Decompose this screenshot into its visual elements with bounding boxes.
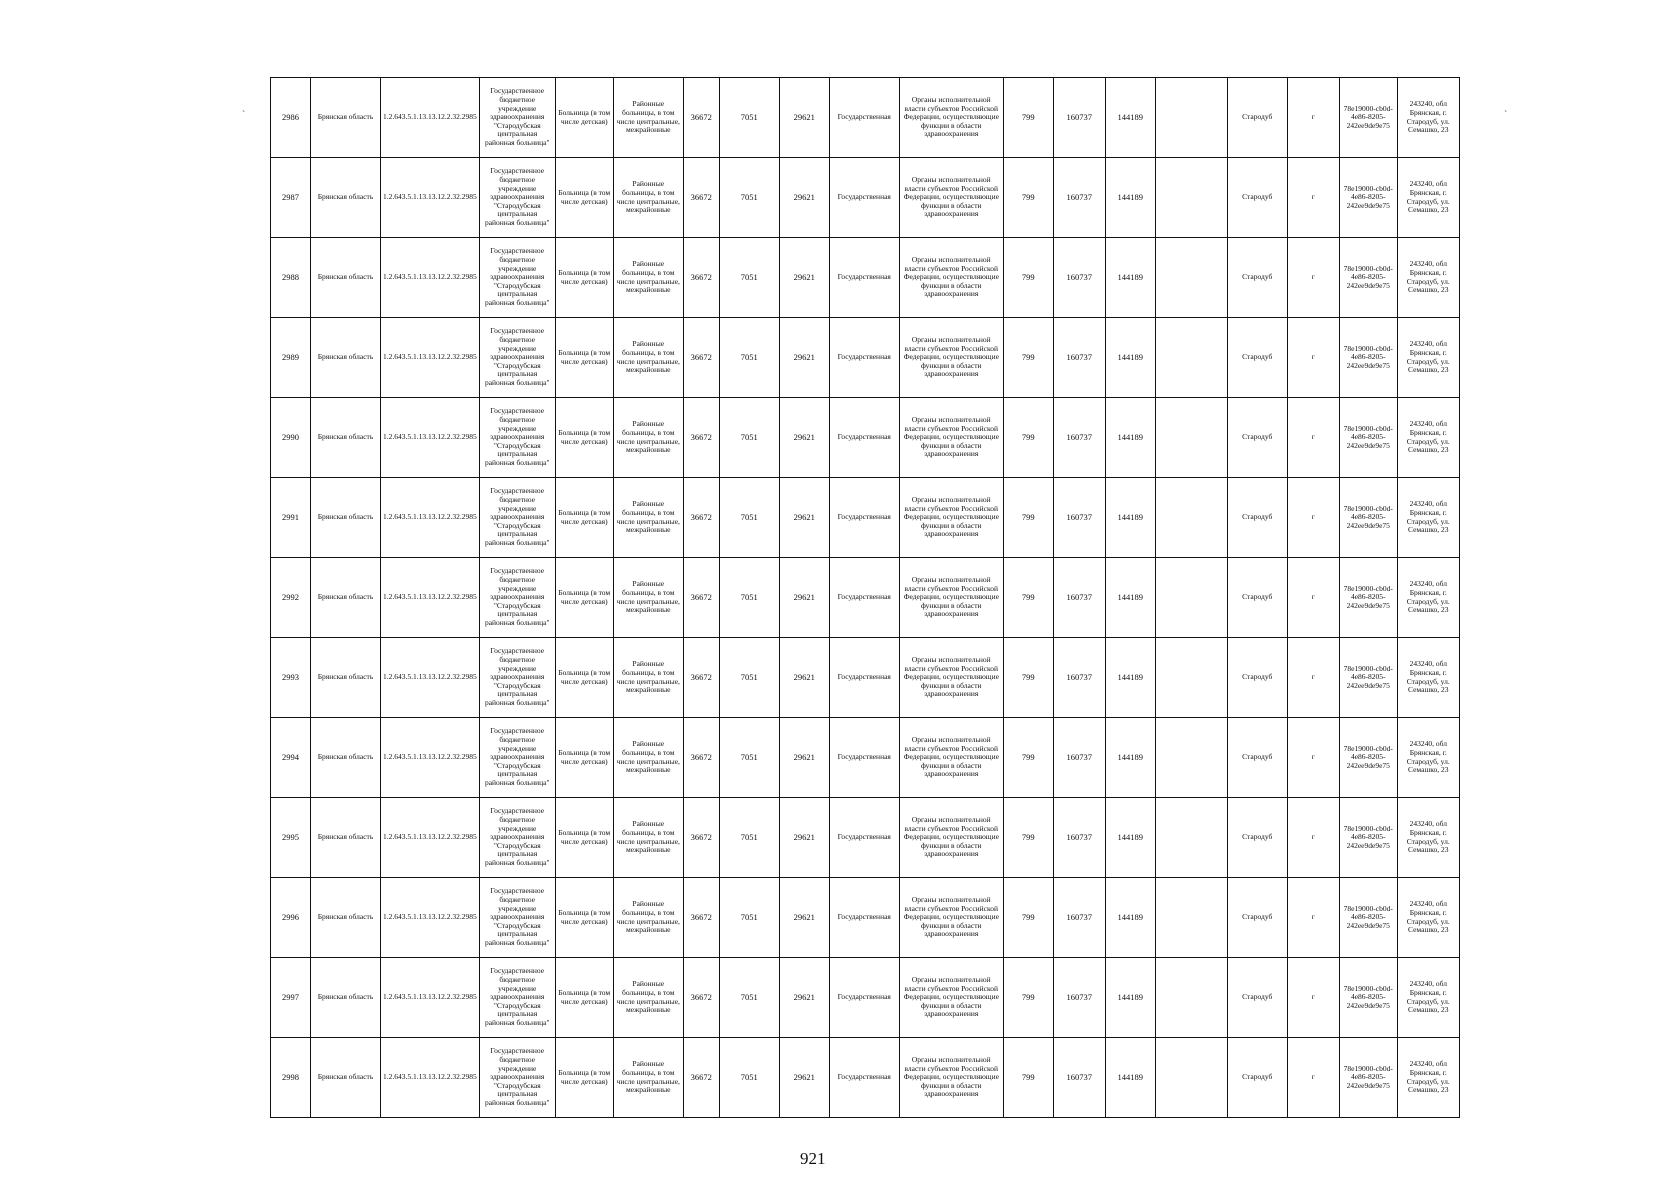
code-5-cell: 160737 bbox=[1053, 878, 1105, 958]
guid-cell: 78e19000-cb0d-4e86-8205-242ee9de9e75 bbox=[1339, 398, 1397, 478]
city-cell: Стародуб bbox=[1227, 878, 1287, 958]
code-2-cell: 7051 bbox=[719, 638, 779, 718]
code-5-cell: 160737 bbox=[1053, 478, 1105, 558]
empty-cell bbox=[1155, 1038, 1227, 1118]
table-row bbox=[271, 638, 1460, 718]
organization-name-cell: Государственное бюджетное учреждение здравоохранения "Стародубская центральная районная больница" bbox=[479, 478, 555, 558]
row-id-cell: 2991 bbox=[271, 478, 311, 558]
organization-name-cell: Государственное бюджетное учреждение здравоохранения "Стародубская центральная районная больница" bbox=[479, 638, 555, 718]
code-5-cell: 160737 bbox=[1053, 398, 1105, 478]
code-4-cell: 799 bbox=[1003, 78, 1053, 158]
code-3-cell: 29621 bbox=[779, 398, 829, 478]
organization-name-cell: Государственное бюджетное учреждение здравоохранения "Стародубская центральная районная больница" bbox=[479, 878, 555, 958]
code-3-cell: 29621 bbox=[779, 318, 829, 398]
code-4-cell: 799 bbox=[1003, 398, 1053, 478]
code-5-cell: 160737 bbox=[1053, 1038, 1105, 1118]
code-6-cell: 144189 bbox=[1105, 158, 1155, 238]
guid-cell: 78e19000-cb0d-4e86-8205-242ee9de9e75 bbox=[1339, 958, 1397, 1038]
city-type-cell: г bbox=[1287, 718, 1339, 798]
facility-type-cell: Больница (в том числе детская) bbox=[555, 478, 613, 558]
organization-name-cell: Государственное бюджетное учреждение здравоохранения "Стародубская центральная районная больница" bbox=[479, 78, 555, 158]
city-type-cell: г bbox=[1287, 878, 1339, 958]
oid-code-cell: 1.2.643.5.1.13.13.12.2.32.2985 bbox=[381, 398, 480, 478]
city-type-cell: г bbox=[1287, 398, 1339, 478]
facility-type-cell: Больница (в том числе детская) bbox=[555, 798, 613, 878]
facility-type-cell: Больница (в том числе детская) bbox=[555, 958, 613, 1038]
organization-name-cell: Государственное бюджетное учреждение здравоохранения "Стародубская центральная районная больница" bbox=[479, 398, 555, 478]
code-3-cell: 29621 bbox=[779, 558, 829, 638]
code-4-cell: 799 bbox=[1003, 558, 1053, 638]
empty-cell bbox=[1155, 878, 1227, 958]
code-1-cell: 36672 bbox=[683, 238, 719, 318]
code-6-cell: 144189 bbox=[1105, 238, 1155, 318]
region-cell: Брянская область bbox=[311, 878, 381, 958]
address-cell: 243240, обл Брянская, г. Стародуб, ул. Семашко, 23 bbox=[1397, 1038, 1459, 1118]
table-row bbox=[271, 478, 1460, 558]
empty-cell bbox=[1155, 558, 1227, 638]
region-cell: Брянская область bbox=[311, 638, 381, 718]
organization-name-cell: Государственное бюджетное учреждение здравоохранения "Стародубская центральная районная больница" bbox=[479, 158, 555, 238]
code-5-cell: 160737 bbox=[1053, 558, 1105, 638]
facility-subtype-cell: Районные больницы, в том числе центральные, межрайонные bbox=[613, 878, 683, 958]
facility-type-cell: Больница (в том числе детская) bbox=[555, 638, 613, 718]
ownership-cell: Государственная bbox=[829, 238, 899, 318]
city-type-cell: г bbox=[1287, 478, 1339, 558]
oid-code-cell: 1.2.643.5.1.13.13.12.2.32.2985 bbox=[381, 238, 480, 318]
ownership-cell: Государственная bbox=[829, 878, 899, 958]
code-2-cell: 7051 bbox=[719, 798, 779, 878]
ownership-cell: Государственная bbox=[829, 798, 899, 878]
table-row bbox=[271, 238, 1460, 318]
empty-cell bbox=[1155, 238, 1227, 318]
table-row bbox=[271, 78, 1460, 158]
authority-cell: Органы исполнительной власти субъектов Российской Федерации, осуществляющие функции в области здравоохранения bbox=[899, 798, 1003, 878]
address-cell: 243240, обл Брянская, г. Стародуб, ул. Семашко, 23 bbox=[1397, 158, 1459, 238]
address-cell: 243240, обл Брянская, г. Стародуб, ул. Семашко, 23 bbox=[1397, 638, 1459, 718]
ownership-cell: Государственная bbox=[829, 718, 899, 798]
page-number: 921 bbox=[800, 1149, 826, 1168]
city-cell: Стародуб bbox=[1227, 958, 1287, 1038]
address-cell: 243240, обл Брянская, г. Стародуб, ул. Семашко, 23 bbox=[1397, 78, 1459, 158]
city-type-cell: г bbox=[1287, 78, 1339, 158]
row-id-cell: 2994 bbox=[271, 718, 311, 798]
code-2-cell: 7051 bbox=[719, 878, 779, 958]
region-cell: Брянская область bbox=[311, 318, 381, 398]
code-6-cell: 144189 bbox=[1105, 478, 1155, 558]
row-id-cell: 2988 bbox=[271, 238, 311, 318]
empty-cell bbox=[1155, 638, 1227, 718]
code-6-cell: 144189 bbox=[1105, 398, 1155, 478]
facility-type-cell: Больница (в том числе детская) bbox=[555, 1038, 613, 1118]
guid-cell: 78e19000-cb0d-4e86-8205-242ee9de9e75 bbox=[1339, 478, 1397, 558]
code-4-cell: 799 bbox=[1003, 318, 1053, 398]
empty-cell bbox=[1155, 318, 1227, 398]
city-cell: Стародуб bbox=[1227, 238, 1287, 318]
code-3-cell: 29621 bbox=[779, 638, 829, 718]
code-5-cell: 160737 bbox=[1053, 718, 1105, 798]
address-cell: 243240, обл Брянская, г. Стародуб, ул. Семашко, 23 bbox=[1397, 238, 1459, 318]
organization-name-cell: Государственное бюджетное учреждение здравоохранения "Стародубская центральная районная больница" bbox=[479, 1038, 555, 1118]
authority-cell: Органы исполнительной власти субъектов Российской Федерации, осуществляющие функции в области здравоохранения bbox=[899, 158, 1003, 238]
code-2-cell: 7051 bbox=[719, 158, 779, 238]
code-1-cell: 36672 bbox=[683, 718, 719, 798]
code-3-cell: 29621 bbox=[779, 238, 829, 318]
code-6-cell: 144189 bbox=[1105, 638, 1155, 718]
ownership-cell: Государственная bbox=[829, 478, 899, 558]
guid-cell: 78e19000-cb0d-4e86-8205-242ee9de9e75 bbox=[1339, 638, 1397, 718]
address-cell: 243240, обл Брянская, г. Стародуб, ул. Семашко, 23 bbox=[1397, 878, 1459, 958]
guid-cell: 78e19000-cb0d-4e86-8205-242ee9de9e75 bbox=[1339, 158, 1397, 238]
code-4-cell: 799 bbox=[1003, 958, 1053, 1038]
code-4-cell: 799 bbox=[1003, 1038, 1053, 1118]
code-6-cell: 144189 bbox=[1105, 878, 1155, 958]
oid-code-cell: 1.2.643.5.1.13.13.12.2.32.2985 bbox=[381, 558, 480, 638]
code-2-cell: 7051 bbox=[719, 398, 779, 478]
code-4-cell: 799 bbox=[1003, 158, 1053, 238]
guid-cell: 78e19000-cb0d-4e86-8205-242ee9de9e75 bbox=[1339, 238, 1397, 318]
facility-subtype-cell: Районные больницы, в том числе центральные, межрайонные bbox=[613, 798, 683, 878]
authority-cell: Органы исполнительной власти субъектов Российской Федерации, осуществляющие функции в области здравоохранения bbox=[899, 718, 1003, 798]
code-4-cell: 799 bbox=[1003, 718, 1053, 798]
city-cell: Стародуб bbox=[1227, 798, 1287, 878]
region-cell: Брянская область bbox=[311, 1038, 381, 1118]
facility-subtype-cell: Районные больницы, в том числе центральные, межрайонные bbox=[613, 398, 683, 478]
table-row bbox=[271, 718, 1460, 798]
ownership-cell: Государственная bbox=[829, 558, 899, 638]
ownership-cell: Государственная bbox=[829, 398, 899, 478]
code-2-cell: 7051 bbox=[719, 1038, 779, 1118]
facility-type-cell: Больница (в том числе детская) bbox=[555, 318, 613, 398]
region-cell: Брянская область bbox=[311, 558, 381, 638]
code-1-cell: 36672 bbox=[683, 1038, 719, 1118]
code-1-cell: 36672 bbox=[683, 318, 719, 398]
city-cell: Стародуб bbox=[1227, 558, 1287, 638]
address-cell: 243240, обл Брянская, г. Стародуб, ул. Семашко, 23 bbox=[1397, 958, 1459, 1038]
code-6-cell: 144189 bbox=[1105, 318, 1155, 398]
facility-type-cell: Больница (в том числе детская) bbox=[555, 78, 613, 158]
oid-code-cell: 1.2.643.5.1.13.13.12.2.32.2985 bbox=[381, 158, 480, 238]
code-6-cell: 144189 bbox=[1105, 798, 1155, 878]
code-4-cell: 799 bbox=[1003, 798, 1053, 878]
table-row bbox=[271, 878, 1460, 958]
code-5-cell: 160737 bbox=[1053, 238, 1105, 318]
authority-cell: Органы исполнительной власти субъектов Российской Федерации, осуществляющие функции в области здравоохранения bbox=[899, 1038, 1003, 1118]
registry-table bbox=[270, 77, 1460, 1118]
address-cell: 243240, обл Брянская, г. Стародуб, ул. Семашко, 23 bbox=[1397, 398, 1459, 478]
authority-cell: Органы исполнительной власти субъектов Российской Федерации, осуществляющие функции в области здравоохранения bbox=[899, 398, 1003, 478]
facility-subtype-cell: Районные больницы, в том числе центральные, межрайонные bbox=[613, 478, 683, 558]
facility-subtype-cell: Районные больницы, в том числе центральные, межрайонные bbox=[613, 638, 683, 718]
organization-name-cell: Государственное бюджетное учреждение здравоохранения "Стародубская центральная районная больница" bbox=[479, 958, 555, 1038]
table-row bbox=[271, 958, 1460, 1038]
code-2-cell: 7051 bbox=[719, 718, 779, 798]
facility-type-cell: Больница (в том числе детская) bbox=[555, 238, 613, 318]
empty-cell bbox=[1155, 718, 1227, 798]
authority-cell: Органы исполнительной власти субъектов Российской Федерации, осуществляющие функции в области здравоохранения bbox=[899, 78, 1003, 158]
scan-mark-left: ` bbox=[242, 110, 246, 121]
code-3-cell: 29621 bbox=[779, 718, 829, 798]
code-6-cell: 144189 bbox=[1105, 1038, 1155, 1118]
row-id-cell: 2998 bbox=[271, 1038, 311, 1118]
row-id-cell: 2997 bbox=[271, 958, 311, 1038]
authority-cell: Органы исполнительной власти субъектов Российской Федерации, осуществляющие функции в области здравоохранения bbox=[899, 478, 1003, 558]
code-1-cell: 36672 bbox=[683, 638, 719, 718]
organization-name-cell: Государственное бюджетное учреждение здравоохранения "Стародубская центральная районная больница" bbox=[479, 318, 555, 398]
organization-name-cell: Государственное бюджетное учреждение здравоохранения "Стародубская центральная районная больница" bbox=[479, 798, 555, 878]
code-5-cell: 160737 bbox=[1053, 958, 1105, 1038]
empty-cell bbox=[1155, 158, 1227, 238]
city-cell: Стародуб bbox=[1227, 158, 1287, 238]
authority-cell: Органы исполнительной власти субъектов Российской Федерации, осуществляющие функции в области здравоохранения bbox=[899, 558, 1003, 638]
city-cell: Стародуб bbox=[1227, 1038, 1287, 1118]
ownership-cell: Государственная bbox=[829, 158, 899, 238]
oid-code-cell: 1.2.643.5.1.13.13.12.2.32.2985 bbox=[381, 718, 480, 798]
code-5-cell: 160737 bbox=[1053, 638, 1105, 718]
guid-cell: 78e19000-cb0d-4e86-8205-242ee9de9e75 bbox=[1339, 798, 1397, 878]
city-cell: Стародуб bbox=[1227, 638, 1287, 718]
code-1-cell: 36672 bbox=[683, 478, 719, 558]
guid-cell: 78e19000-cb0d-4e86-8205-242ee9de9e75 bbox=[1339, 78, 1397, 158]
row-id-cell: 2995 bbox=[271, 798, 311, 878]
code-2-cell: 7051 bbox=[719, 238, 779, 318]
code-4-cell: 799 bbox=[1003, 638, 1053, 718]
facility-subtype-cell: Районные больницы, в том числе центральные, межрайонные bbox=[613, 718, 683, 798]
table-row bbox=[271, 1038, 1460, 1118]
ownership-cell: Государственная bbox=[829, 1038, 899, 1118]
code-6-cell: 144189 bbox=[1105, 718, 1155, 798]
code-5-cell: 160737 bbox=[1053, 798, 1105, 878]
oid-code-cell: 1.2.643.5.1.13.13.12.2.32.2985 bbox=[381, 638, 480, 718]
code-3-cell: 29621 bbox=[779, 478, 829, 558]
table-row bbox=[271, 398, 1460, 478]
code-1-cell: 36672 bbox=[683, 78, 719, 158]
facility-subtype-cell: Районные больницы, в том числе центральные, межрайонные bbox=[613, 958, 683, 1038]
code-3-cell: 29621 bbox=[779, 1038, 829, 1118]
code-5-cell: 160737 bbox=[1053, 318, 1105, 398]
authority-cell: Органы исполнительной власти субъектов Российской Федерации, осуществляющие функции в области здравоохранения bbox=[899, 238, 1003, 318]
city-cell: Стародуб bbox=[1227, 78, 1287, 158]
code-4-cell: 799 bbox=[1003, 238, 1053, 318]
city-type-cell: г bbox=[1287, 1038, 1339, 1118]
address-cell: 243240, обл Брянская, г. Стародуб, ул. Семашко, 23 bbox=[1397, 478, 1459, 558]
scan-mark-right: ` bbox=[1504, 110, 1508, 121]
guid-cell: 78e19000-cb0d-4e86-8205-242ee9de9e75 bbox=[1339, 1038, 1397, 1118]
address-cell: 243240, обл Брянская, г. Стародуб, ул. Семашко, 23 bbox=[1397, 318, 1459, 398]
oid-code-cell: 1.2.643.5.1.13.13.12.2.32.2985 bbox=[381, 478, 480, 558]
code-1-cell: 36672 bbox=[683, 878, 719, 958]
code-2-cell: 7051 bbox=[719, 78, 779, 158]
row-id-cell: 2993 bbox=[271, 638, 311, 718]
empty-cell bbox=[1155, 78, 1227, 158]
code-1-cell: 36672 bbox=[683, 398, 719, 478]
authority-cell: Органы исполнительной власти субъектов Российской Федерации, осуществляющие функции в области здравоохранения bbox=[899, 318, 1003, 398]
table-row bbox=[271, 318, 1460, 398]
oid-code-cell: 1.2.643.5.1.13.13.12.2.32.2985 bbox=[381, 1038, 480, 1118]
code-1-cell: 36672 bbox=[683, 798, 719, 878]
city-cell: Стародуб bbox=[1227, 318, 1287, 398]
code-2-cell: 7051 bbox=[719, 558, 779, 638]
row-id-cell: 2987 bbox=[271, 158, 311, 238]
code-5-cell: 160737 bbox=[1053, 78, 1105, 158]
ownership-cell: Государственная bbox=[829, 958, 899, 1038]
facility-type-cell: Больница (в том числе детская) bbox=[555, 718, 613, 798]
facility-subtype-cell: Районные больницы, в том числе центральные, межрайонные bbox=[613, 558, 683, 638]
address-cell: 243240, обл Брянская, г. Стародуб, ул. Семашко, 23 bbox=[1397, 558, 1459, 638]
city-type-cell: г bbox=[1287, 238, 1339, 318]
code-4-cell: 799 bbox=[1003, 478, 1053, 558]
table-row bbox=[271, 798, 1460, 878]
city-cell: Стародуб bbox=[1227, 398, 1287, 478]
guid-cell: 78e19000-cb0d-4e86-8205-242ee9de9e75 bbox=[1339, 718, 1397, 798]
facility-subtype-cell: Районные больницы, в том числе центральные, межрайонные bbox=[613, 78, 683, 158]
organization-name-cell: Государственное бюджетное учреждение здравоохранения "Стародубская центральная районная больница" bbox=[479, 718, 555, 798]
region-cell: Брянская область bbox=[311, 718, 381, 798]
empty-cell bbox=[1155, 398, 1227, 478]
empty-cell bbox=[1155, 798, 1227, 878]
code-3-cell: 29621 bbox=[779, 878, 829, 958]
row-id-cell: 2986 bbox=[271, 78, 311, 158]
guid-cell: 78e19000-cb0d-4e86-8205-242ee9de9e75 bbox=[1339, 318, 1397, 398]
city-type-cell: г bbox=[1287, 958, 1339, 1038]
code-6-cell: 144189 bbox=[1105, 958, 1155, 1038]
region-cell: Брянская область bbox=[311, 958, 381, 1038]
guid-cell: 78e19000-cb0d-4e86-8205-242ee9de9e75 bbox=[1339, 878, 1397, 958]
code-1-cell: 36672 bbox=[683, 958, 719, 1038]
oid-code-cell: 1.2.643.5.1.13.13.12.2.32.2985 bbox=[381, 78, 480, 158]
facility-subtype-cell: Районные больницы, в том числе центральные, межрайонные bbox=[613, 1038, 683, 1118]
code-3-cell: 29621 bbox=[779, 798, 829, 878]
facility-type-cell: Больница (в том числе детская) bbox=[555, 158, 613, 238]
guid-cell: 78e19000-cb0d-4e86-8205-242ee9de9e75 bbox=[1339, 558, 1397, 638]
region-cell: Брянская область bbox=[311, 158, 381, 238]
facility-type-cell: Больница (в том числе детская) bbox=[555, 398, 613, 478]
city-type-cell: г bbox=[1287, 158, 1339, 238]
code-2-cell: 7051 bbox=[719, 318, 779, 398]
city-cell: Стародуб bbox=[1227, 478, 1287, 558]
code-5-cell: 160737 bbox=[1053, 158, 1105, 238]
oid-code-cell: 1.2.643.5.1.13.13.12.2.32.2985 bbox=[381, 958, 480, 1038]
city-type-cell: г bbox=[1287, 318, 1339, 398]
facility-type-cell: Больница (в том числе детская) bbox=[555, 558, 613, 638]
city-cell: Стародуб bbox=[1227, 718, 1287, 798]
oid-code-cell: 1.2.643.5.1.13.13.12.2.32.2985 bbox=[381, 798, 480, 878]
region-cell: Брянская область bbox=[311, 398, 381, 478]
oid-code-cell: 1.2.643.5.1.13.13.12.2.32.2985 bbox=[381, 318, 480, 398]
address-cell: 243240, обл Брянская, г. Стародуб, ул. Семашко, 23 bbox=[1397, 718, 1459, 798]
code-2-cell: 7051 bbox=[719, 478, 779, 558]
authority-cell: Органы исполнительной власти субъектов Российской Федерации, осуществляющие функции в области здравоохранения bbox=[899, 638, 1003, 718]
address-cell: 243240, обл Брянская, г. Стародуб, ул. Семашко, 23 bbox=[1397, 798, 1459, 878]
authority-cell: Органы исполнительной власти субъектов Российской Федерации, осуществляющие функции в области здравоохранения bbox=[899, 878, 1003, 958]
code-6-cell: 144189 bbox=[1105, 558, 1155, 638]
code-6-cell: 144189 bbox=[1105, 78, 1155, 158]
region-cell: Брянская область bbox=[311, 78, 381, 158]
region-cell: Брянская область bbox=[311, 478, 381, 558]
facility-subtype-cell: Районные больницы, в том числе центральные, межрайонные bbox=[613, 238, 683, 318]
region-cell: Брянская область bbox=[311, 238, 381, 318]
code-3-cell: 29621 bbox=[779, 158, 829, 238]
ownership-cell: Государственная bbox=[829, 318, 899, 398]
facility-type-cell: Больница (в том числе детская) bbox=[555, 878, 613, 958]
empty-cell bbox=[1155, 478, 1227, 558]
oid-code-cell: 1.2.643.5.1.13.13.12.2.32.2985 bbox=[381, 878, 480, 958]
city-type-cell: г bbox=[1287, 558, 1339, 638]
facility-subtype-cell: Районные больницы, в том числе центральные, межрайонные bbox=[613, 158, 683, 238]
code-4-cell: 799 bbox=[1003, 878, 1053, 958]
empty-cell bbox=[1155, 958, 1227, 1038]
code-1-cell: 36672 bbox=[683, 158, 719, 238]
facility-subtype-cell: Районные больницы, в том числе центральные, межрайонные bbox=[613, 318, 683, 398]
table-body bbox=[271, 78, 1460, 1118]
ownership-cell: Государственная bbox=[829, 638, 899, 718]
row-id-cell: 2990 bbox=[271, 398, 311, 478]
city-type-cell: г bbox=[1287, 798, 1339, 878]
table-row bbox=[271, 558, 1460, 638]
code-3-cell: 29621 bbox=[779, 958, 829, 1038]
code-2-cell: 7051 bbox=[719, 958, 779, 1038]
row-id-cell: 2989 bbox=[271, 318, 311, 398]
table-row bbox=[271, 158, 1460, 238]
organization-name-cell: Государственное бюджетное учреждение здравоохранения "Стародубская центральная районная больница" bbox=[479, 238, 555, 318]
row-id-cell: 2992 bbox=[271, 558, 311, 638]
organization-name-cell: Государственное бюджетное учреждение здравоохранения "Стародубская центральная районная больница" bbox=[479, 558, 555, 638]
ownership-cell: Государственная bbox=[829, 78, 899, 158]
row-id-cell: 2996 bbox=[271, 878, 311, 958]
code-1-cell: 36672 bbox=[683, 558, 719, 638]
authority-cell: Органы исполнительной власти субъектов Российской Федерации, осуществляющие функции в области здравоохранения bbox=[899, 958, 1003, 1038]
code-3-cell: 29621 bbox=[779, 78, 829, 158]
region-cell: Брянская область bbox=[311, 798, 381, 878]
city-type-cell: г bbox=[1287, 638, 1339, 718]
